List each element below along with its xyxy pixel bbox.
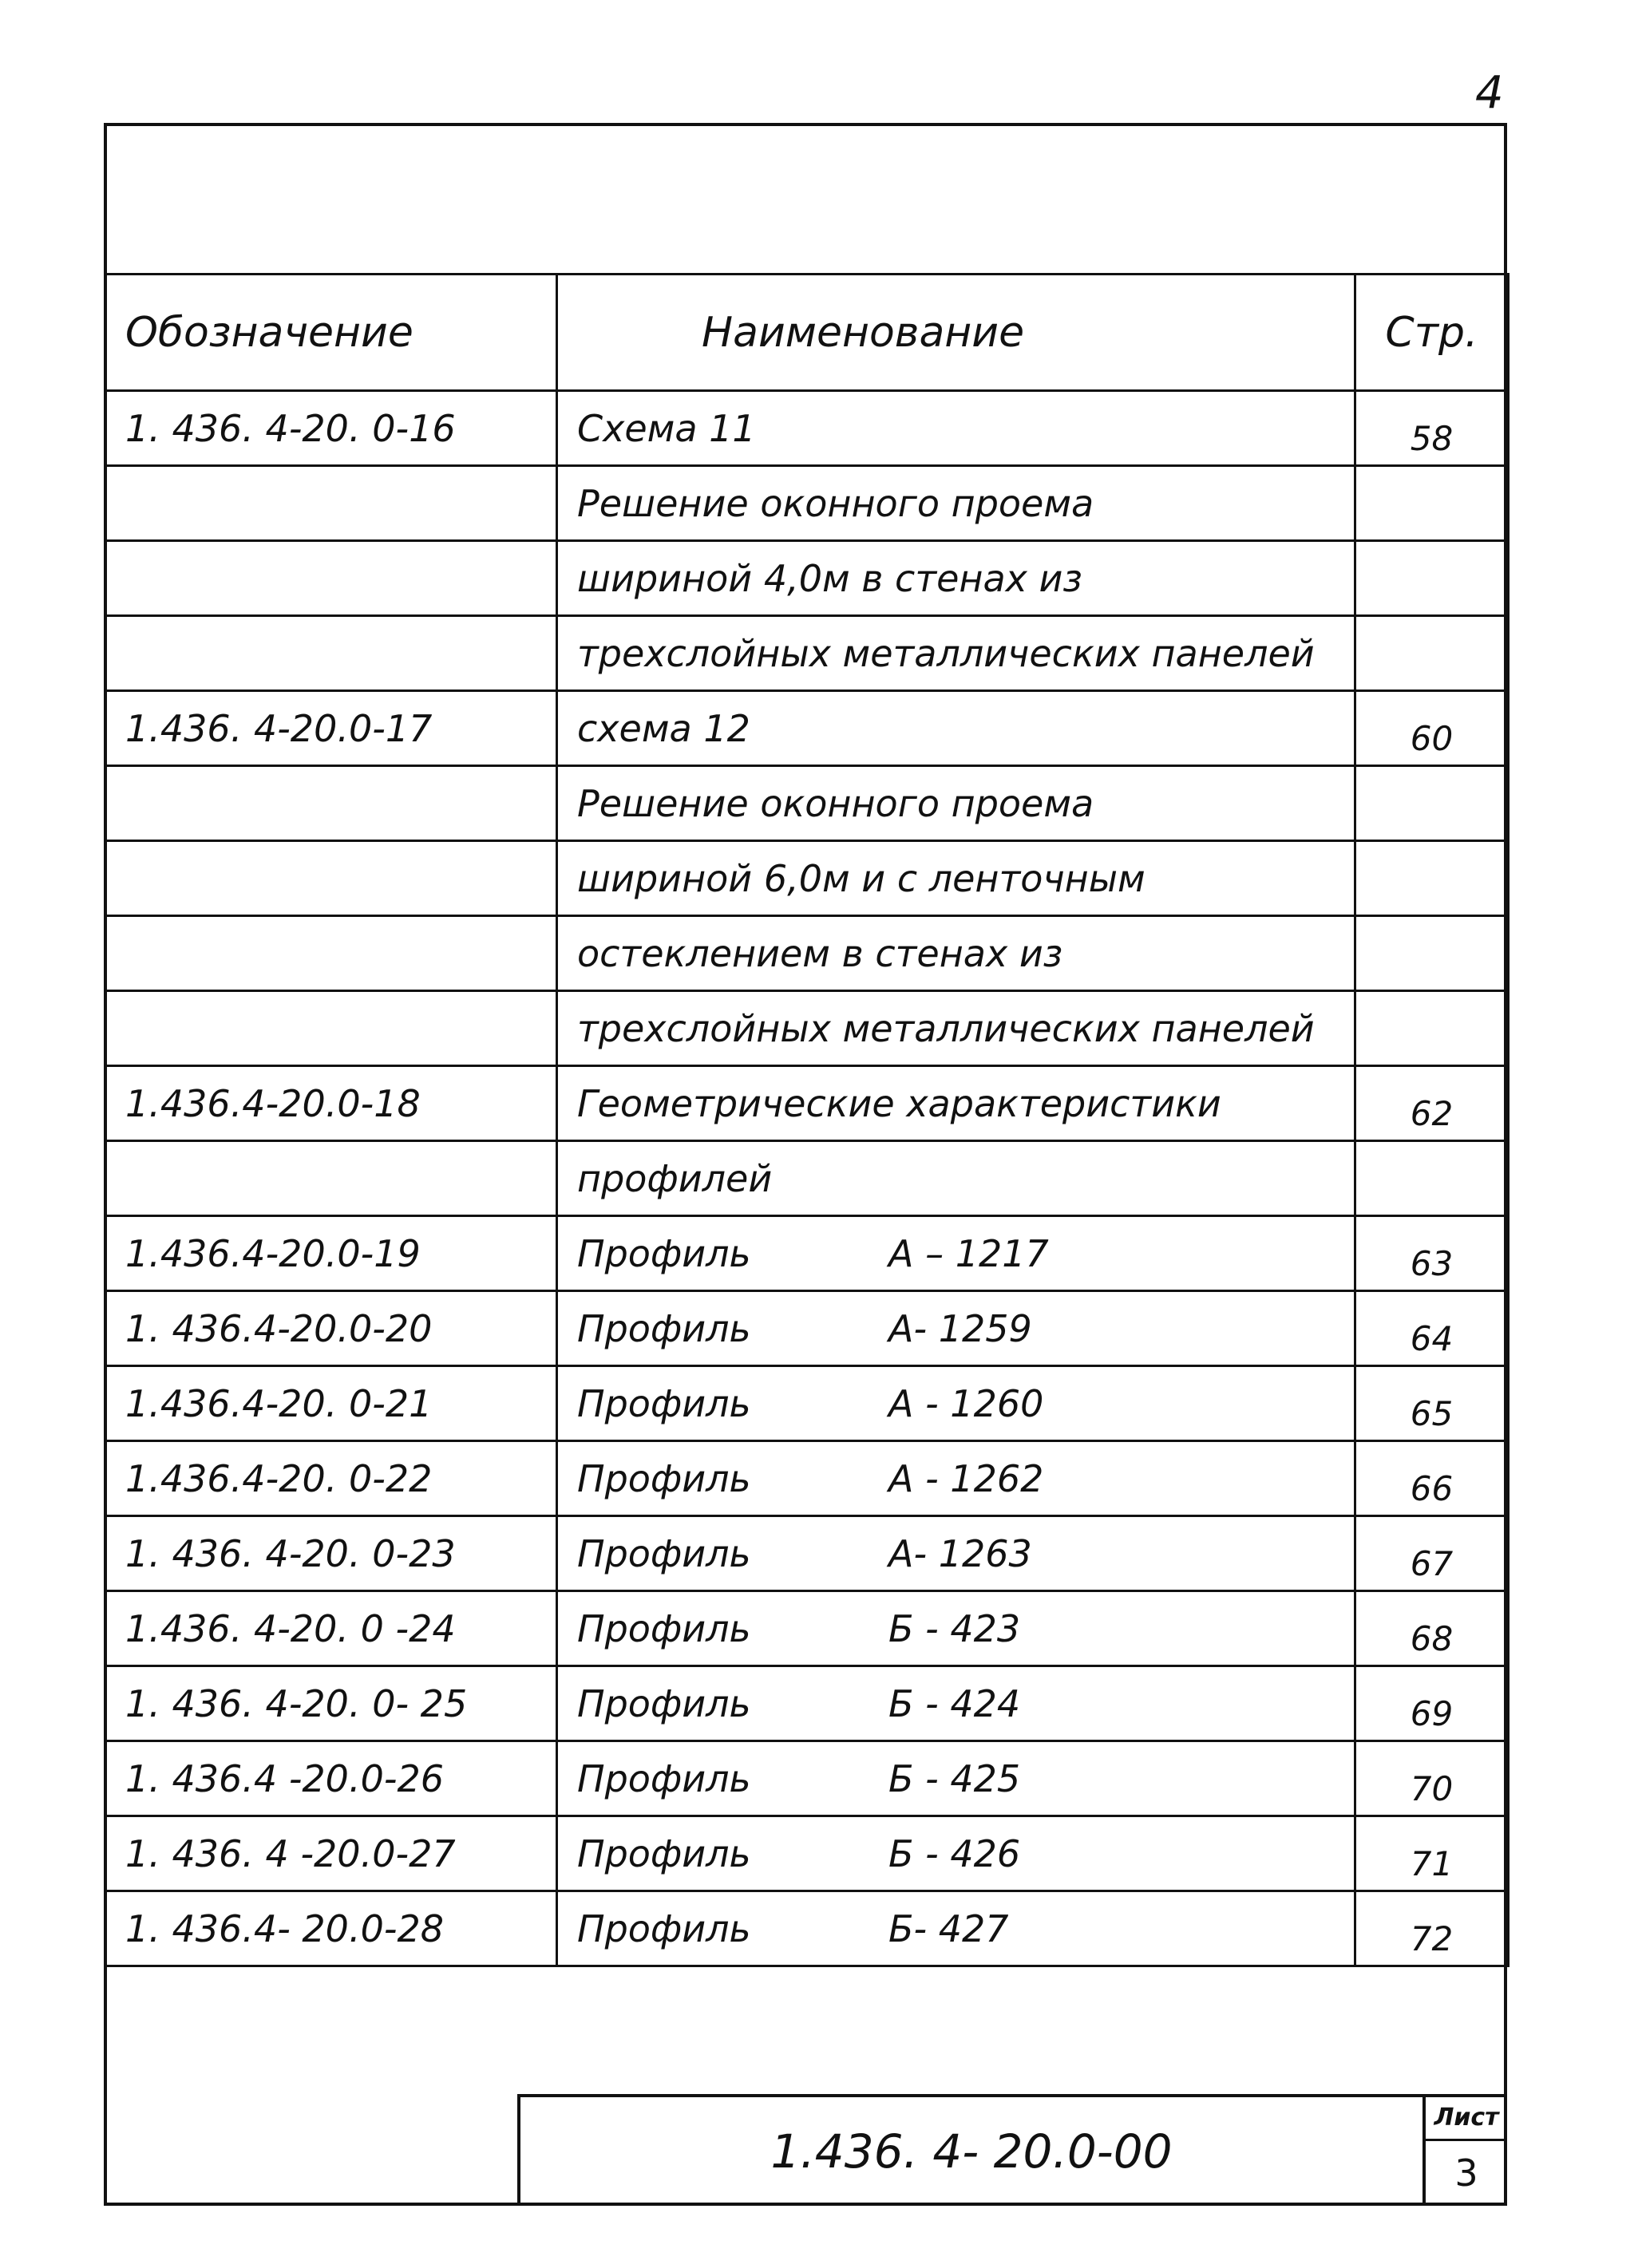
document-code: 1.436. 4- 20.0-00 — [770, 2124, 1173, 2179]
row-profile-mark: Б - 426 — [888, 1831, 1021, 1875]
row-name: Профиль — [577, 1456, 751, 1500]
row-code: 1. 436.4-20.0-20 — [105, 1291, 557, 1366]
row-profile-mark: А- 1263 — [888, 1531, 1032, 1575]
header-code: Обозначение — [105, 275, 557, 391]
row-name: Профиль — [577, 1906, 751, 1950]
row-page — [1355, 1141, 1509, 1216]
row-code — [105, 841, 557, 916]
row-code: 1. 436.4- 20.0-28 — [105, 1891, 557, 1966]
row-code — [105, 616, 557, 691]
table-row — [105, 1291, 1509, 1366]
row-page — [1355, 541, 1509, 616]
row-profile-mark: А - 1262 — [888, 1456, 1044, 1500]
table-row — [105, 1891, 1509, 1966]
row-code — [105, 541, 557, 616]
row-page — [1355, 916, 1509, 991]
table-row — [105, 1516, 1509, 1591]
row-name-cell — [557, 1441, 1355, 1516]
page-number: 4 — [1475, 67, 1504, 119]
row-name-cell — [557, 1516, 1355, 1591]
row-page: 67 — [1355, 1516, 1509, 1591]
row-page: 68 — [1355, 1591, 1509, 1666]
row-name-cell — [557, 391, 1355, 466]
row-code: 1. 436. 4-20. 0- 25 — [105, 1666, 557, 1741]
row-name-cell — [557, 1366, 1355, 1441]
table-row — [105, 1441, 1509, 1516]
row-name-cell — [557, 916, 1355, 991]
table-row — [105, 766, 1509, 841]
row-name: Профиль — [577, 1831, 751, 1875]
row-code: 1.436.4-20. 0-22 — [105, 1441, 557, 1516]
table-row — [105, 1816, 1509, 1891]
row-profile-mark: Б - 423 — [888, 1606, 1021, 1650]
document-contents-table — [104, 273, 1510, 1967]
row-name-cell — [557, 991, 1355, 1066]
row-page: 60 — [1355, 691, 1509, 766]
row-name: профилей — [577, 1156, 773, 1200]
row-name-cell — [557, 1291, 1355, 1366]
row-profile-mark: Б- 427 — [888, 1906, 1009, 1950]
table-row — [105, 466, 1509, 541]
table-row — [105, 1216, 1509, 1291]
row-page: 72 — [1355, 1891, 1509, 1966]
row-name: Геометрические характеристики — [577, 1081, 1221, 1125]
row-page — [1355, 766, 1509, 841]
table-row — [105, 916, 1509, 991]
row-name: Профиль — [577, 1531, 751, 1575]
row-code: 1.436. 4-20. 0 -24 — [105, 1591, 557, 1666]
row-code: 1. 436. 4 -20.0-27 — [105, 1816, 557, 1891]
table-row — [105, 541, 1509, 616]
row-name: Профиль — [577, 1306, 751, 1350]
row-name-cell — [557, 691, 1355, 766]
row-code — [105, 466, 557, 541]
row-name: Профиль — [577, 1606, 751, 1650]
row-name: шириной 4,0м в стенах из — [577, 556, 1082, 600]
row-page: 69 — [1355, 1666, 1509, 1741]
row-code: 1.436.4-20.0-19 — [105, 1216, 557, 1291]
row-name-cell — [557, 1816, 1355, 1891]
row-name-cell — [557, 1666, 1355, 1741]
row-page: 70 — [1355, 1741, 1509, 1816]
row-name-cell — [557, 541, 1355, 616]
row-profile-mark: А – 1217 — [888, 1231, 1049, 1275]
row-page — [1355, 466, 1509, 541]
row-name: шириной 6,0м и с ленточным — [577, 856, 1146, 900]
table-body — [105, 391, 1509, 1966]
row-page — [1355, 841, 1509, 916]
sheet-label: Лист — [1426, 2097, 1507, 2141]
row-profile-mark: Б - 425 — [888, 1756, 1021, 1800]
row-page — [1355, 991, 1509, 1066]
row-page: 71 — [1355, 1816, 1509, 1891]
table-row — [105, 841, 1509, 916]
row-code: 1. 436. 4-20. 0-16 — [105, 391, 557, 466]
row-name: Схема 11 — [577, 406, 756, 450]
row-name: схема 12 — [577, 706, 750, 750]
row-name-cell — [557, 1741, 1355, 1816]
table-header-row — [105, 275, 1509, 391]
header-name: Наименование — [557, 275, 1355, 391]
table-row — [105, 1141, 1509, 1216]
sheet-number: 3 — [1454, 2151, 1478, 2195]
row-name: трехслойных металлических панелей — [577, 631, 1315, 675]
table-row — [105, 691, 1509, 766]
table-row — [105, 1741, 1509, 1816]
row-name-cell — [557, 1066, 1355, 1141]
row-name: остеклением в стенах из — [577, 931, 1063, 975]
row-name: Профиль — [577, 1681, 751, 1725]
table-row — [105, 616, 1509, 691]
row-page: 58 — [1355, 391, 1509, 466]
row-profile-mark: А- 1259 — [888, 1306, 1032, 1350]
row-name: Профиль — [577, 1756, 751, 1800]
table-row — [105, 1366, 1509, 1441]
row-page: 66 — [1355, 1441, 1509, 1516]
row-name: Профиль — [577, 1381, 751, 1425]
header-page: Стр. — [1355, 275, 1509, 391]
table-row — [105, 1666, 1509, 1741]
title-block — [517, 2094, 1507, 2206]
sheet-box — [1422, 2097, 1507, 2206]
row-code — [105, 766, 557, 841]
table-row — [105, 1066, 1509, 1141]
row-name-cell — [557, 1216, 1355, 1291]
row-profile-mark: А - 1260 — [888, 1381, 1044, 1425]
row-code: 1. 436.4 -20.0-26 — [105, 1741, 557, 1816]
row-name-cell — [557, 466, 1355, 541]
row-code — [105, 916, 557, 991]
row-profile-mark: Б - 424 — [888, 1681, 1021, 1725]
table-row — [105, 1591, 1509, 1666]
row-name-cell — [557, 1141, 1355, 1216]
row-page: 65 — [1355, 1366, 1509, 1441]
row-page: 64 — [1355, 1291, 1509, 1366]
row-page: 62 — [1355, 1066, 1509, 1141]
row-code — [105, 1141, 557, 1216]
row-name-cell — [557, 616, 1355, 691]
row-name-cell — [557, 1591, 1355, 1666]
row-name: Решение оконного проема — [577, 781, 1094, 825]
row-name: трехслойных металлических панелей — [577, 1006, 1315, 1050]
row-page: 63 — [1355, 1216, 1509, 1291]
row-name: Решение оконного проема — [577, 481, 1094, 525]
row-code — [105, 991, 557, 1066]
row-code: 1.436. 4-20.0-17 — [105, 691, 557, 766]
row-name: Профиль — [577, 1231, 751, 1275]
row-code: 1. 436. 4-20. 0-23 — [105, 1516, 557, 1591]
row-name-cell — [557, 1891, 1355, 1966]
row-name-cell — [557, 841, 1355, 916]
table-row — [105, 391, 1509, 466]
row-code: 1.436.4-20.0-18 — [105, 1066, 557, 1141]
row-code: 1.436.4-20. 0-21 — [105, 1366, 557, 1441]
row-page — [1355, 616, 1509, 691]
row-name-cell — [557, 766, 1355, 841]
table-row — [105, 991, 1509, 1066]
